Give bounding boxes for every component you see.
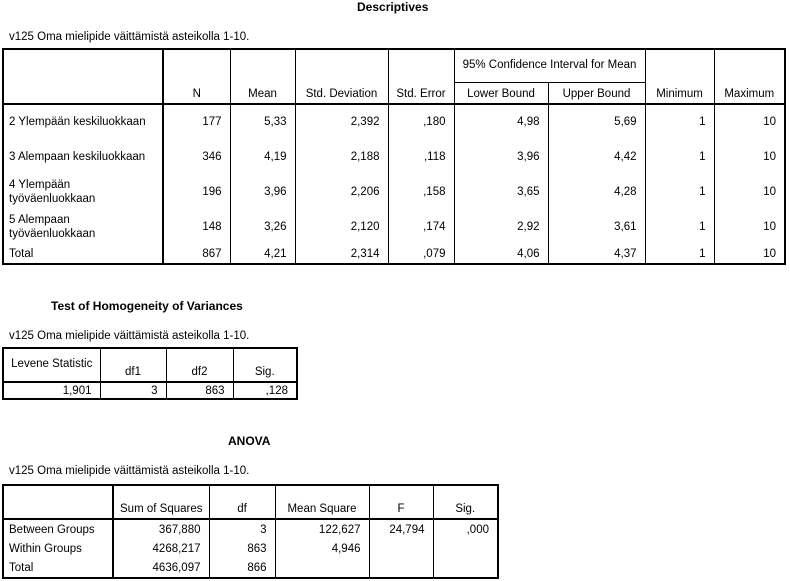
cell: 1 <box>645 104 714 139</box>
cell: 1 <box>645 174 714 209</box>
col-header-f: F <box>369 485 433 519</box>
cell: 3,96 <box>230 174 295 209</box>
cell: 4,28 <box>548 174 645 209</box>
cell: 367,880 <box>113 519 209 539</box>
anova-title: ANOVA <box>228 434 271 448</box>
cell: 863 <box>166 382 233 399</box>
cell: 10 <box>714 244 785 264</box>
table-row <box>3 539 498 559</box>
cell: 10 <box>714 139 785 174</box>
cell: 2,314 <box>295 244 388 264</box>
descriptives-variable-label: v125 Oma mielipide väittämistä asteikolla 1-10. <box>9 31 250 43</box>
cell: 3 <box>100 382 166 399</box>
anova-table <box>2 484 499 579</box>
stub-header <box>3 485 113 519</box>
cell: 3,26 <box>230 209 295 244</box>
col-header-levene: Levene Statistic <box>3 348 100 382</box>
cell: 2,392 <box>295 104 388 139</box>
cell: 1 <box>645 139 714 174</box>
cell: 196 <box>163 174 230 209</box>
cell: 5,69 <box>548 104 645 139</box>
row-label: Within Groups <box>3 539 113 559</box>
cell: 4,21 <box>230 244 295 264</box>
cell: 2,188 <box>295 139 388 174</box>
col-header-std-deviation: Std. Deviation <box>295 49 388 104</box>
col-header-sig: Sig. <box>233 348 297 382</box>
homogeneity-table <box>2 347 298 400</box>
cell: 4,42 <box>548 139 645 174</box>
row-label: 4 Ylempään työväenluokkaan <box>3 174 163 209</box>
cell: 10 <box>714 174 785 209</box>
cell: 3,61 <box>548 209 645 244</box>
cell: 1,901 <box>62 384 92 397</box>
table-row <box>3 209 785 244</box>
cell: 4,946 <box>275 539 369 559</box>
table-row <box>3 174 785 209</box>
cell: ,174 <box>388 209 454 244</box>
table-row <box>3 104 785 139</box>
cell: 4636,097 <box>113 559 209 578</box>
col-header-sig: Sig. <box>433 485 498 519</box>
cell: 4268,217 <box>113 539 209 559</box>
table-row <box>3 382 297 399</box>
cell: 4,19 <box>230 139 295 174</box>
cell: ,118 <box>388 139 454 174</box>
ci-group-header: 95% Confidence Interval for Mean <box>454 49 645 82</box>
row-label: 3 Alempaan keskiluokkaan <box>3 139 163 174</box>
col-header-minimum: Minimum <box>645 49 714 104</box>
cell <box>433 539 498 559</box>
cell: 346 <box>163 139 230 174</box>
table-row-total <box>3 244 785 264</box>
cell: 867 <box>163 244 230 264</box>
cell: 3,65 <box>454 174 548 209</box>
col-header-df: df <box>209 485 275 519</box>
cell: 863 <box>209 539 275 559</box>
col-header-mean: Mean <box>230 49 295 104</box>
descriptives-title: Descriptives <box>357 0 429 14</box>
row-label: Total <box>3 559 113 578</box>
col-header-n: N <box>163 49 230 104</box>
col-header-df1: df1 <box>100 348 166 382</box>
cell: ,128 <box>233 382 297 399</box>
cell: 148 <box>163 209 230 244</box>
cell: 2,92 <box>454 209 548 244</box>
cell <box>275 559 369 578</box>
cell: ,158 <box>388 174 454 209</box>
cell: 122,627 <box>275 519 369 539</box>
cell: ,180 <box>388 104 454 139</box>
table-row <box>3 519 498 539</box>
anova-variable-label: v125 Oma mielipide väittämistä asteikolla 1-10. <box>9 465 250 477</box>
cell: 5,33 <box>230 104 295 139</box>
cell: 4,06 <box>454 244 548 264</box>
row-label: Between Groups <box>3 519 113 539</box>
col-header-lower-bound: Lower Bound <box>454 82 548 104</box>
cell: 2,120 <box>295 209 388 244</box>
cell: 4,37 <box>548 244 645 264</box>
cell: 1 <box>645 244 714 264</box>
cell: 866 <box>209 559 275 578</box>
col-header-std-error: Std. Error <box>388 49 454 104</box>
row-label: Total <box>3 244 163 264</box>
cell: 24,794 <box>369 519 433 539</box>
stub-header <box>3 49 163 104</box>
cell: 1 <box>645 209 714 244</box>
cell <box>369 559 433 578</box>
cell: ,000 <box>433 519 498 539</box>
col-header-mean-square: Mean Square <box>275 485 369 519</box>
cell: 3,96 <box>454 139 548 174</box>
cell: 2,206 <box>295 174 388 209</box>
col-header-upper-bound: Upper Bound <box>548 82 645 104</box>
homogeneity-title: Test of Homogeneity of Variances <box>51 299 243 313</box>
cell <box>433 559 498 578</box>
table-row-total <box>3 559 498 578</box>
cell: 10 <box>714 104 785 139</box>
cell: 177 <box>163 104 230 139</box>
descriptives-table <box>2 48 786 265</box>
table-row <box>3 139 785 174</box>
col-header-sum-of-squares: Sum of Squares <box>113 485 209 519</box>
cell <box>369 539 433 559</box>
row-label: 5 Alempaan työväenluokkaan <box>3 209 163 244</box>
cell: ,079 <box>388 244 454 264</box>
cell: 4,98 <box>454 104 548 139</box>
col-header-maximum: Maximum <box>714 49 785 104</box>
cell: 10 <box>714 209 785 244</box>
cell: 3 <box>209 519 275 539</box>
homogeneity-variable-label: v125 Oma mielipide väittämistä asteikolla 1-10. <box>9 330 250 342</box>
col-header-df2: df2 <box>166 348 233 382</box>
row-label: 2 Ylempään keskiluokkaan <box>3 104 163 139</box>
